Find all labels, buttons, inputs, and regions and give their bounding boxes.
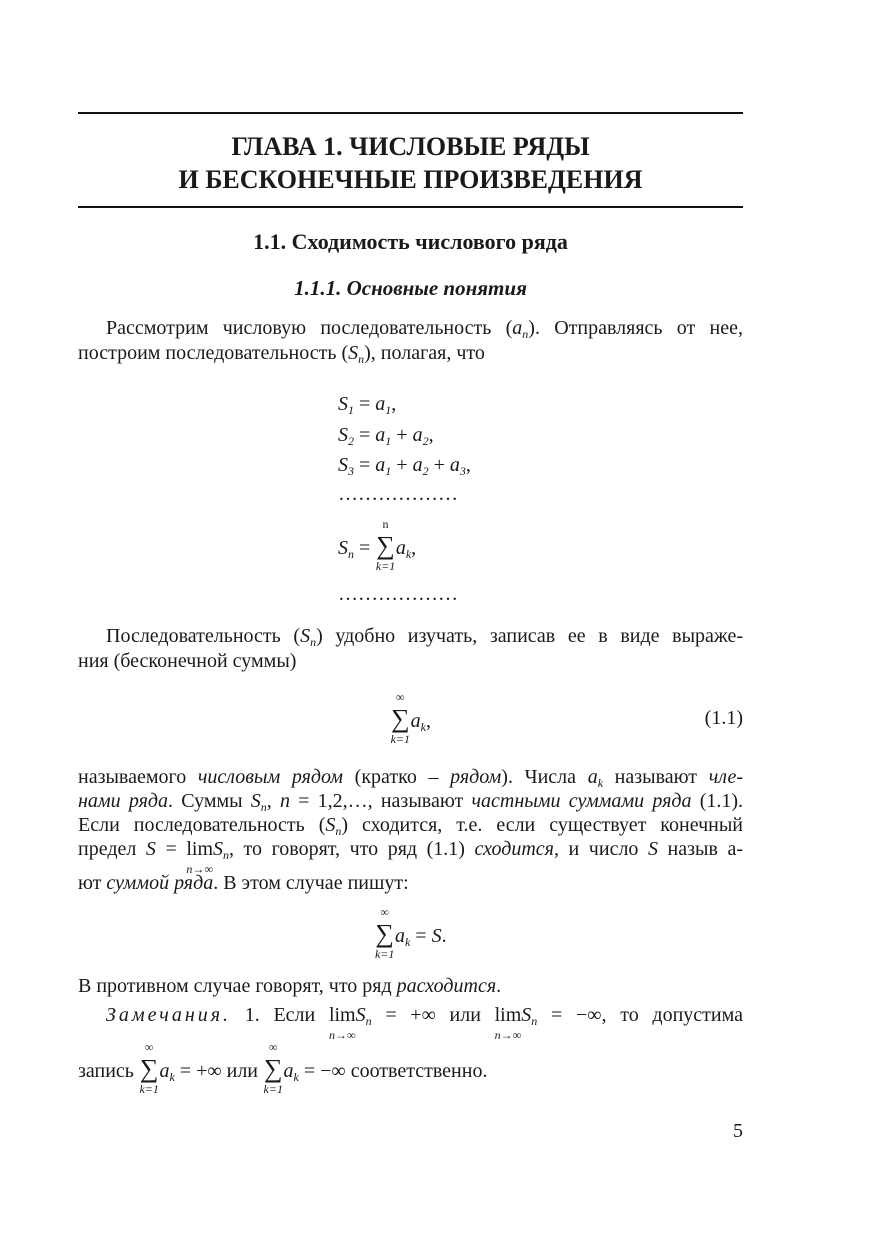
sum-lower-limit: k=1 xyxy=(139,1082,159,1096)
math-variable xyxy=(338,424,354,446)
equation-line xyxy=(338,517,417,573)
text-run: + xyxy=(428,454,450,476)
lim-subscript: n→∞ xyxy=(494,1028,522,1042)
text-run: Рассмотрим числовую последовательность ( xyxy=(106,317,513,339)
math-variable xyxy=(648,838,658,860)
text-run: ……………… xyxy=(338,483,458,505)
sum-symbol: ∑ xyxy=(264,1054,283,1083)
subscript: 1 xyxy=(385,434,392,448)
sum-upper-limit: ∞ xyxy=(144,1040,154,1054)
subscript: k xyxy=(420,720,426,734)
text-run: = xyxy=(354,424,376,446)
math-variable xyxy=(432,925,442,947)
math-variable xyxy=(213,838,229,860)
text-run: Если последовательность ( xyxy=(78,814,326,836)
text-run: = +∞ или xyxy=(174,1060,263,1082)
lim-label: lim xyxy=(494,1004,522,1026)
bottom-rule xyxy=(78,206,743,208)
text-run: называемого xyxy=(78,766,198,788)
variable-symbol: S xyxy=(250,790,261,812)
math-variable xyxy=(375,454,391,476)
text-run: ……………… xyxy=(338,583,458,605)
variable-symbol: S xyxy=(338,454,348,476)
math-variable xyxy=(512,317,528,339)
text-run: , xyxy=(391,393,397,415)
sigma-icon xyxy=(374,905,395,961)
italic-term: расходится xyxy=(396,975,497,997)
sum-lower-limit: k=1 xyxy=(263,1082,283,1096)
sum-lower-limit: k=1 xyxy=(390,732,411,746)
math-variable xyxy=(521,1004,537,1026)
variable-symbol: S xyxy=(431,925,442,947)
variable-symbol: S xyxy=(213,838,223,860)
chapter-title-line1: ГЛАВА 1. ЧИСЛОВЫЕ РЯДЫ xyxy=(231,132,590,161)
text-run: + xyxy=(391,424,413,446)
text-run: ). Отправляясь от нее, xyxy=(528,317,743,339)
text-run: , xyxy=(425,710,431,732)
math-variable xyxy=(159,1060,174,1082)
equation-line xyxy=(338,582,458,606)
math-variable xyxy=(413,454,429,476)
top-rule xyxy=(78,112,743,114)
math-variable xyxy=(450,454,466,476)
italic-term: суммой ряда xyxy=(106,872,214,894)
text-line xyxy=(78,837,744,876)
text-line xyxy=(78,871,743,895)
text-line xyxy=(78,1003,743,1042)
text-run: . xyxy=(496,975,502,997)
text-run: , xyxy=(411,537,417,559)
sigma-icon xyxy=(375,517,396,573)
variable-symbol: S xyxy=(300,625,311,647)
text-run: называют xyxy=(603,766,709,788)
variable-symbol: a xyxy=(449,454,460,476)
sum-upper-limit: ∞ xyxy=(396,690,405,704)
text-line xyxy=(78,649,743,673)
equation-line xyxy=(338,392,396,422)
sigma-icon xyxy=(139,1040,159,1096)
math-variable xyxy=(300,625,316,647)
page-number: 5 xyxy=(733,1120,743,1142)
math-variable xyxy=(338,537,354,559)
variable-symbol: a xyxy=(412,454,423,476)
variable-symbol: S xyxy=(338,424,348,446)
text-line xyxy=(78,1040,743,1096)
math-variable xyxy=(375,393,391,415)
math-variable xyxy=(338,393,354,415)
variable-symbol: a xyxy=(375,393,386,415)
subscript: 1 xyxy=(385,464,392,478)
math-variable xyxy=(411,710,426,732)
text-run: , xyxy=(465,454,471,476)
text-run: = xyxy=(354,537,376,559)
subscript: 2 xyxy=(348,434,354,448)
sum-upper-limit: ∞ xyxy=(268,1040,278,1054)
subscript: 2 xyxy=(422,434,429,448)
variable-symbol: S xyxy=(521,1004,532,1026)
math-variable xyxy=(375,424,391,446)
subsection-heading: 1.1.1. Основные понятия xyxy=(294,276,527,300)
variable-symbol: n xyxy=(279,790,290,812)
text-run: 1. Если xyxy=(231,1004,329,1026)
math-variable xyxy=(146,838,156,860)
italic-term: сходится xyxy=(474,838,554,860)
sum-symbol: ∑ xyxy=(139,1054,159,1083)
text-run: . xyxy=(441,925,447,947)
lim-subscript: n→∞ xyxy=(328,1028,356,1042)
variable-symbol: a xyxy=(412,424,423,446)
sum-lower-limit: k=1 xyxy=(374,947,395,961)
math-variable xyxy=(338,454,354,476)
variable-symbol: S xyxy=(348,342,359,364)
subscript: n xyxy=(335,824,342,838)
chapter-title-line2: И БЕСКОНЕЧНЫЕ ПРОИЗВЕДЕНИЯ xyxy=(178,165,643,194)
limit-operator xyxy=(494,1003,522,1042)
subscript: 3 xyxy=(348,464,354,478)
text-run: = −∞, то допустима xyxy=(537,1004,743,1026)
text-run: . Суммы xyxy=(168,790,251,812)
limit-operator xyxy=(328,1003,356,1042)
text-run: = xyxy=(354,393,376,415)
spaced-heading: Замечания. xyxy=(106,1004,232,1026)
text-run: = −∞ соответственно. xyxy=(298,1060,488,1082)
variable-symbol: a xyxy=(395,537,406,559)
sum-symbol: ∑ xyxy=(375,919,394,948)
text-run: предел xyxy=(78,838,146,860)
text-line xyxy=(78,974,743,998)
text-run: (кратко – xyxy=(343,766,451,788)
variable-symbol: a xyxy=(587,766,598,788)
subscript: k xyxy=(169,1070,175,1084)
variable-symbol: a xyxy=(410,710,421,732)
text-run: ). Числа xyxy=(501,766,588,788)
text-run: построим последовательность ( xyxy=(78,342,349,364)
sum-symbol: ∑ xyxy=(376,531,395,560)
text-run: , и число xyxy=(553,838,648,860)
variable-symbol: a xyxy=(375,454,386,476)
equation-line xyxy=(338,453,471,483)
text-run: запись xyxy=(78,1060,139,1082)
math-variable xyxy=(356,1004,372,1026)
equation-line xyxy=(338,482,458,506)
subscript: n xyxy=(310,635,317,649)
sigma-icon xyxy=(390,690,411,746)
sum-upper-limit: n xyxy=(382,517,389,531)
variable-symbol: S xyxy=(338,393,348,415)
text-run: ) сходится, т.е. если существует конечный xyxy=(341,814,743,836)
math-variable xyxy=(348,342,364,364)
variable-symbol: a xyxy=(159,1060,170,1082)
subscript: n xyxy=(358,352,365,366)
italic-term: рядом xyxy=(450,766,502,788)
subscript: n xyxy=(522,327,529,341)
text-run: ) удобно изучать, записав ее в виде выраже- xyxy=(316,625,743,647)
italic-term: числовым рядом xyxy=(197,766,344,788)
subscript: k xyxy=(597,776,604,790)
subscript: k xyxy=(404,935,411,949)
text-run: , то говорят, что ряд (1.1) xyxy=(229,838,475,860)
limit-operator xyxy=(186,837,213,876)
text-run: ют xyxy=(78,872,107,894)
italic-term: нами ряда xyxy=(78,790,169,812)
subscript: n xyxy=(348,547,354,561)
math-variable xyxy=(588,766,603,788)
text-run: = +∞ или xyxy=(371,1004,495,1026)
variable-symbol: S xyxy=(355,1004,366,1026)
subscript: 2 xyxy=(422,464,429,478)
text-run: = xyxy=(354,454,376,476)
text-run: В противном случае говорят, что ряд xyxy=(78,975,397,997)
math-variable xyxy=(413,424,429,446)
text-run: назыв а- xyxy=(657,838,744,860)
variable-symbol: a xyxy=(394,925,405,947)
subscript: n xyxy=(365,1014,372,1028)
variable-symbol: S xyxy=(325,814,336,836)
text-run: ), полагая, что xyxy=(364,342,485,364)
section-heading: 1.1. Сходимость числового ряда xyxy=(253,229,568,254)
subscript: n xyxy=(223,848,229,862)
text-run: + xyxy=(391,454,413,476)
equation-sum-s xyxy=(78,905,743,961)
text-run: = xyxy=(410,925,432,947)
text-run: (1.1). xyxy=(691,790,744,812)
sum-upper-limit: ∞ xyxy=(380,905,389,919)
lim-label: lim xyxy=(186,838,213,860)
math-variable xyxy=(325,814,341,836)
variable-symbol: a xyxy=(283,1060,294,1082)
subscript: k xyxy=(293,1070,299,1084)
math-variable xyxy=(395,925,410,947)
sigma-icon xyxy=(263,1040,283,1096)
subscript: 3 xyxy=(459,464,466,478)
equation-line xyxy=(338,423,434,453)
subscript: 1 xyxy=(385,403,392,417)
math-variable xyxy=(396,537,411,559)
variable-symbol: S xyxy=(647,838,658,860)
math-variable xyxy=(251,790,267,812)
equation-number: (1.1) xyxy=(704,707,743,729)
math-variable xyxy=(280,790,290,812)
subscript: n xyxy=(260,800,267,814)
math-variable xyxy=(284,1060,299,1082)
text-run: = xyxy=(155,838,187,860)
variable-symbol: S xyxy=(145,838,156,860)
text-run: , xyxy=(266,790,280,812)
subscript: k xyxy=(405,547,412,561)
lim-label: lim xyxy=(328,1004,356,1026)
subscript: 1 xyxy=(348,403,354,417)
text-run: = 1,2,…, называют xyxy=(289,790,472,812)
variable-symbol: a xyxy=(512,317,523,339)
sum-symbol: ∑ xyxy=(391,704,410,733)
lim-subscript: n→∞ xyxy=(186,862,213,876)
text-run: , xyxy=(428,424,434,446)
text-run: . В этом случае пишут: xyxy=(213,872,409,894)
variable-symbol: S xyxy=(338,537,348,559)
sum-lower-limit: k=1 xyxy=(375,559,396,573)
italic-term: частными суммами ряда xyxy=(471,790,692,812)
text-run: Последовательность ( xyxy=(106,625,301,647)
equation-1-1 xyxy=(78,690,743,746)
subscript: n xyxy=(531,1014,538,1028)
variable-symbol: a xyxy=(375,424,386,446)
italic-term: чле- xyxy=(708,766,743,788)
text-run: ния (бесконечной суммы) xyxy=(78,650,297,672)
text-line xyxy=(78,341,743,371)
